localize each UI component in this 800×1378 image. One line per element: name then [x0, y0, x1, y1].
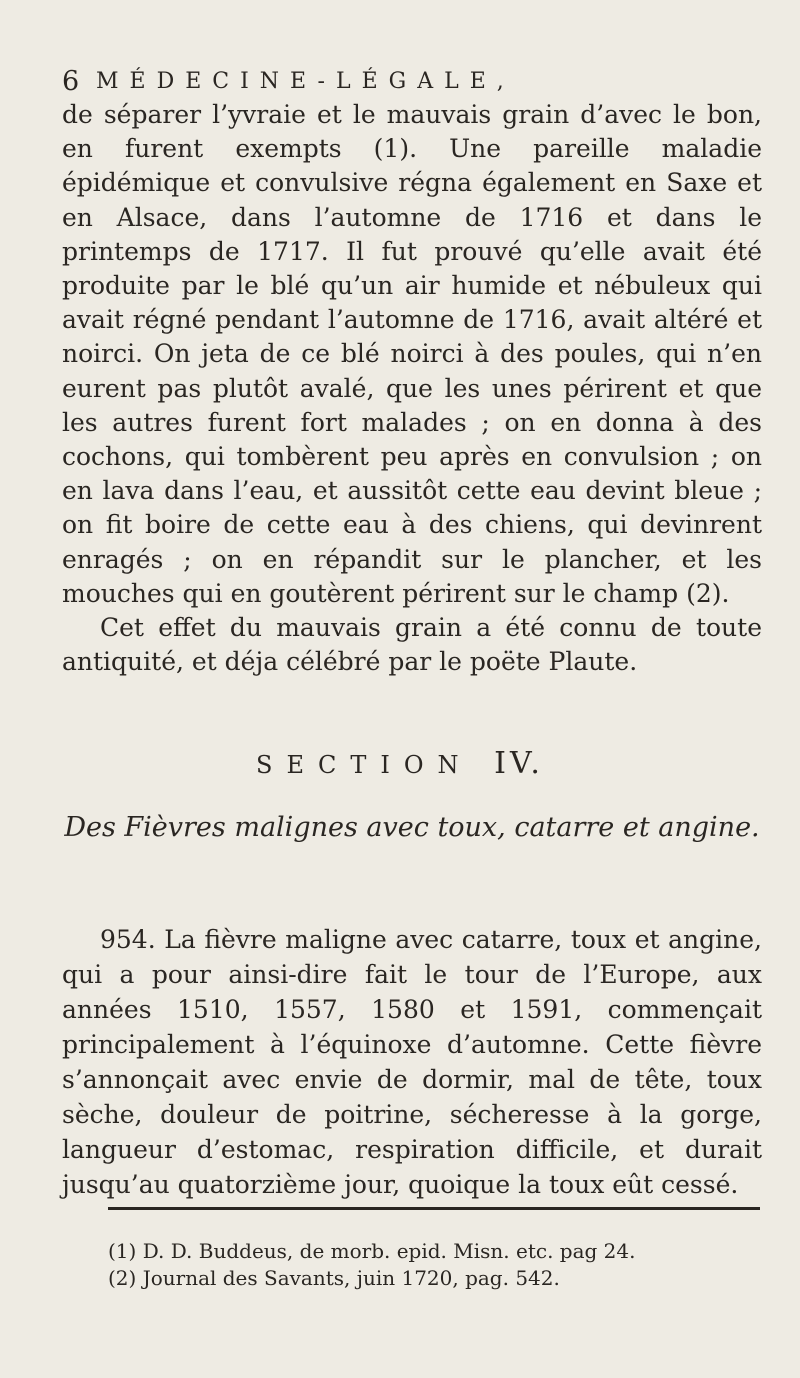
page-number: 6	[62, 66, 80, 97]
footnote: (1) D. D. Buddeus, de morb. epid. Misn. etc. pag 24.	[108, 1239, 636, 1263]
paragraph: Cet effet du mauvais grain a été connu de toute antiquité, et déja célébré par le poëte Plaute.	[62, 613, 762, 677]
footnotes	[108, 1238, 768, 1292]
section-subtitle: Des Fièvres malignes avec toux, catarre et angine.	[64, 812, 760, 843]
section-heading	[0, 744, 800, 785]
footnote: (2) Journal des Savants, juin 1720, pag. 542.	[108, 1266, 560, 1290]
paragraph: 954. La fièvre maligne avec catarre, toux et angine, qui a pour ainsi-dire fait le tour de l’Europe, aux années 1510, 1557, 1580 et 1591, commençait principalement à l’équinoxe d’automne. Cette fièvre s’annonçait avec envie de dormir, mal de tête, toux sèche, douleur de poitrine, sécheresse à la gorge, langueur d’estomac, respiration difficile, et durait jusqu’au quatorzième jour, quoique la toux eût cessé.	[62, 925, 762, 1199]
section-label: SECTION	[256, 751, 473, 779]
running-head	[62, 62, 742, 102]
section-number: IV.	[494, 746, 544, 781]
paragraph: de séparer l’yvraie et le mauvais grain d’avec le bon, en furent exempts (1). Une pareille maladie épidémique et convulsive régna également en Saxe et en Alsace, dans l’automne de 1716 et dans le printemps de 1717. Il fut prouvé qu’elle avait été produite par le blé qu’un air humide et nébuleux qui avait régné pendant l’automne de 1716, avait altéré et noirci. On jeta de ce blé noirci à des poules, qui n’en eurent pas plutôt avalé, que les unes périrent et que les autres furent fort malades ; on en donna à des cochons, qui tombèrent peu après en convulsion ; on en lava dans l’eau, et aussitôt cette eau devint bleue ; on fit boire de cette eau à des chiens, qui devinrent enragés ; on en répandit sur le plancher, et les mouches qui en goutèrent périrent sur le champ (2).	[62, 100, 762, 608]
section-text	[62, 922, 762, 1202]
footnote-divider	[108, 1207, 760, 1210]
running-title: MÉDECINE-LÉGALE,	[96, 69, 515, 94]
main-text	[62, 98, 762, 679]
